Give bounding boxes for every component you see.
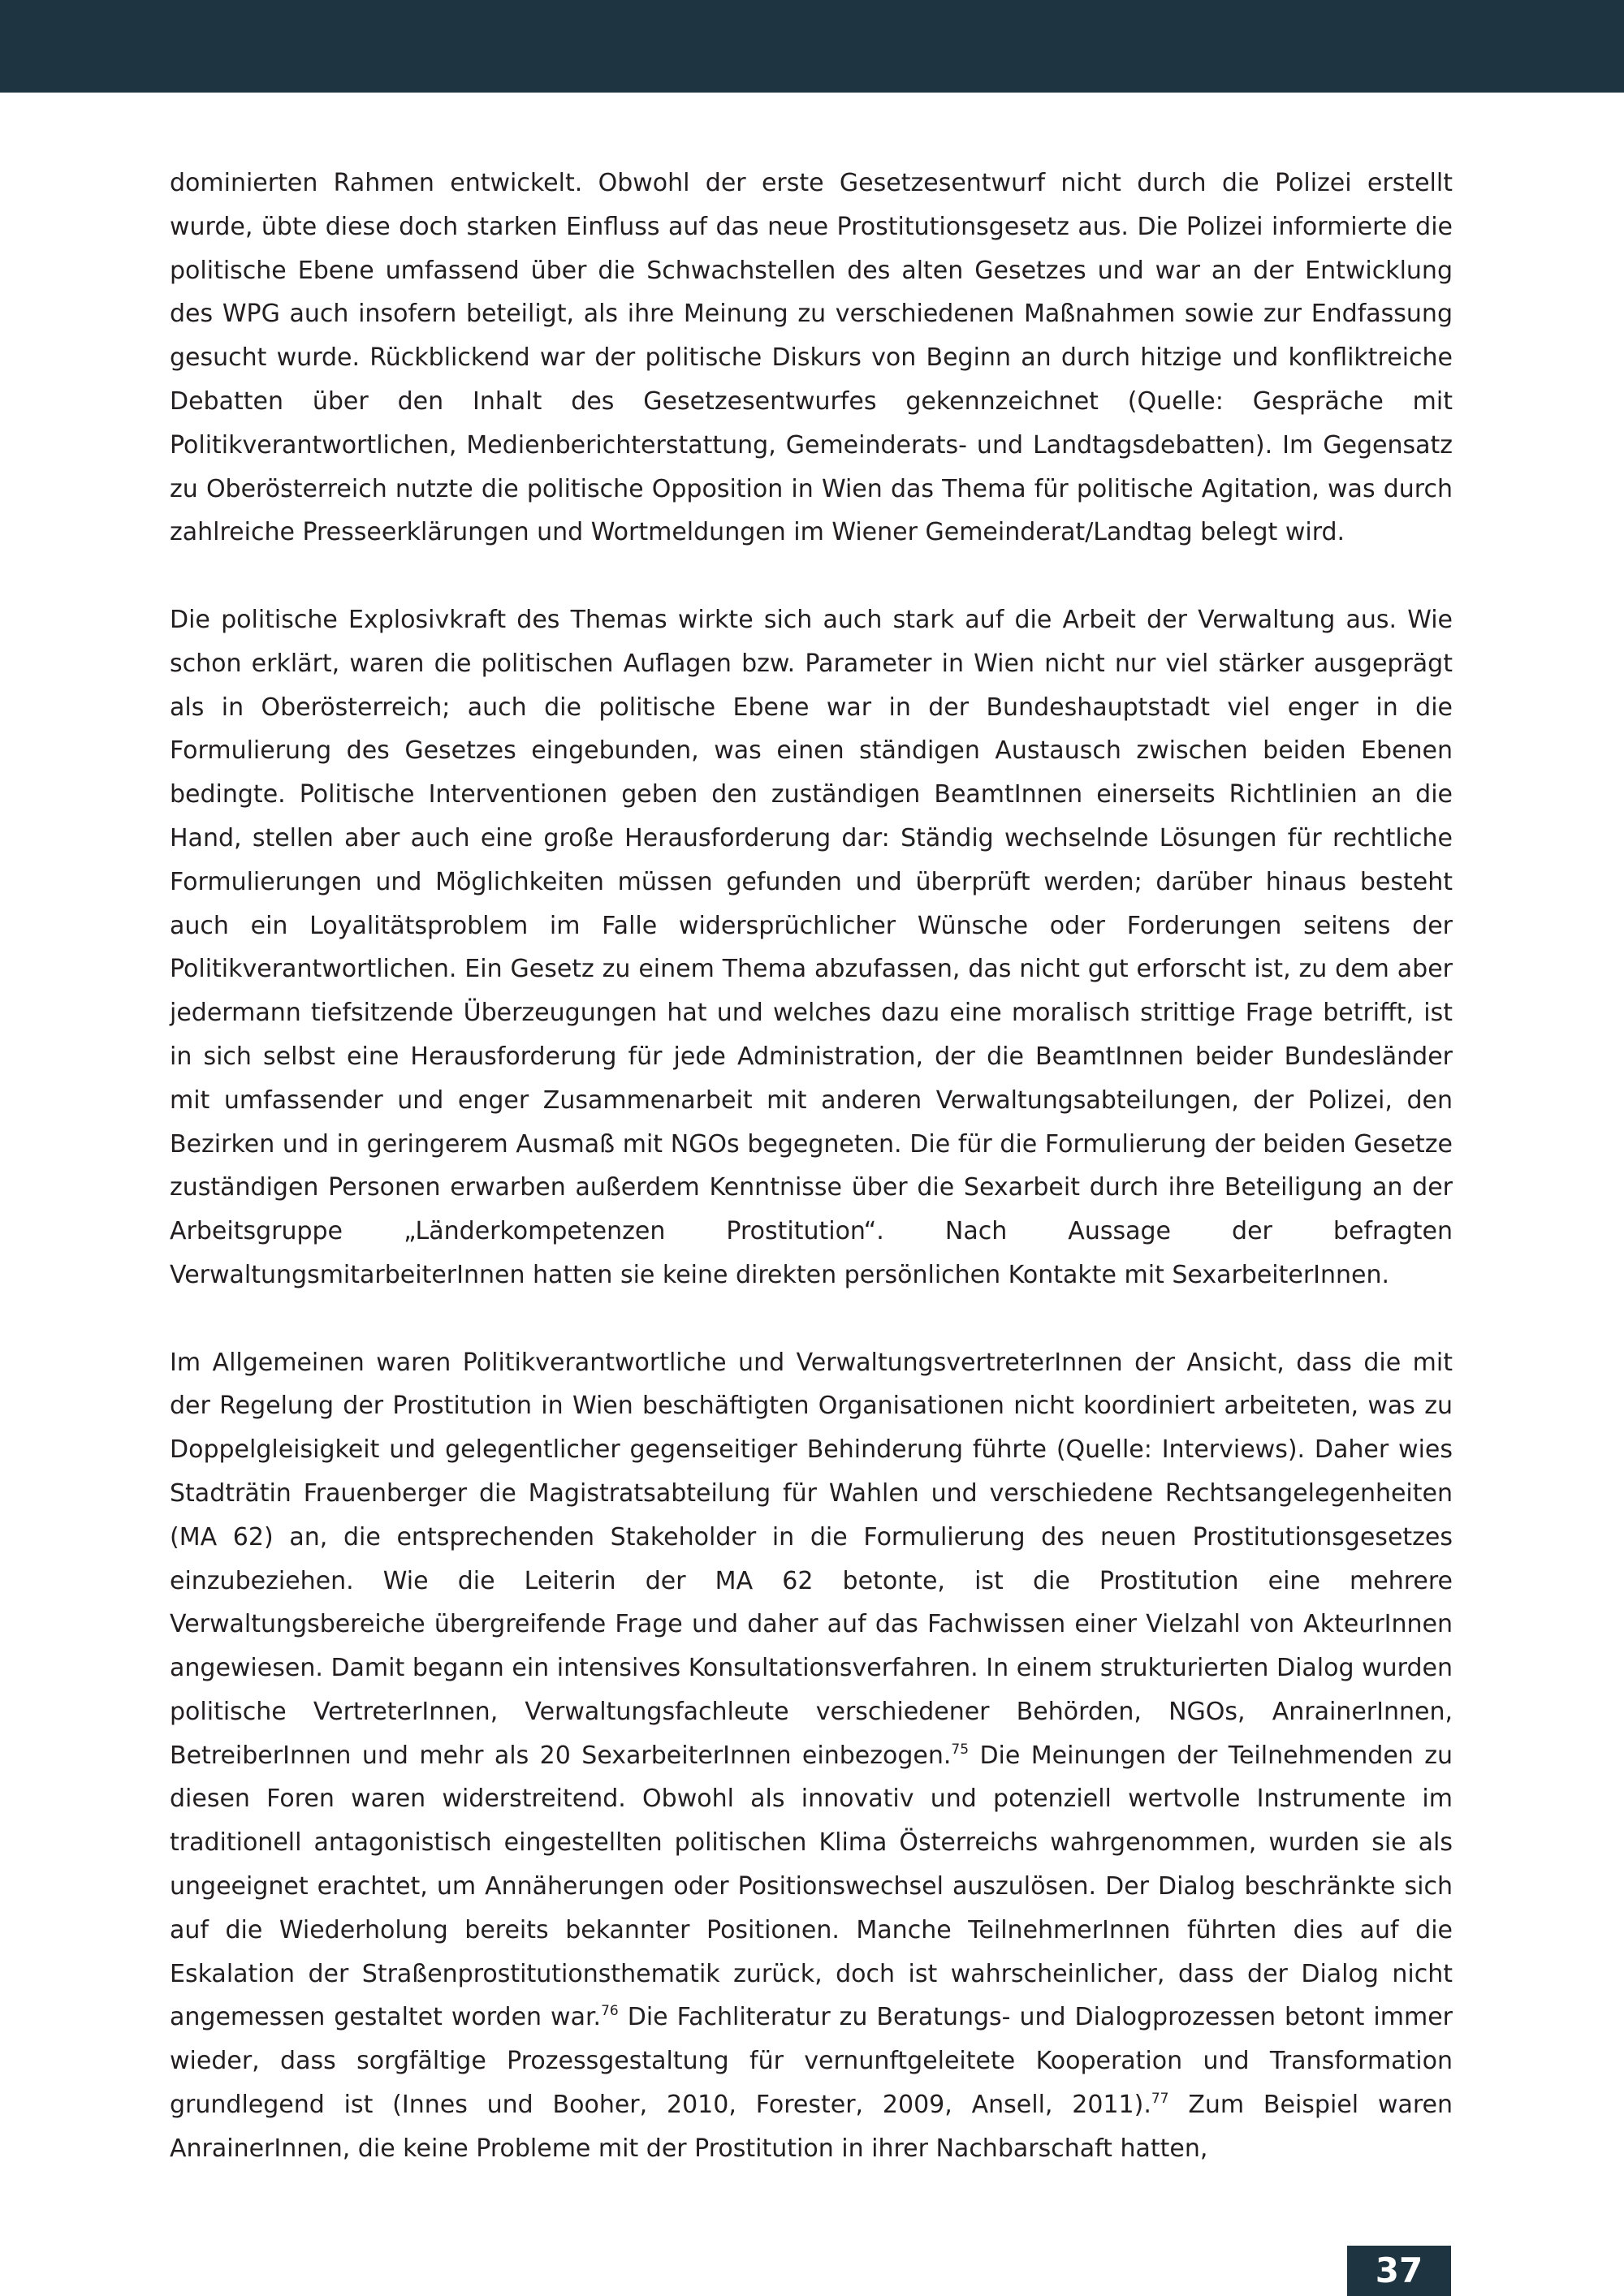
paragraph-2: Die politische Explosivkraft des Themas wirkte sich auch stark auf die Arbeit der Verwaltung aus. Wie schon erklärt, waren die politischen Auflagen bzw. Parameter in Wien nicht nur viel stärker ausgeprägt als in Oberösterreich; auch die politische Ebene war in der Bundeshauptstadt viel enger in die Formulierung des Gesetzes eingebunden, was einen ständigen Austausch zwischen beiden Ebenen bedingte. Politische Interventionen geben den zuständigen BeamtInnen einerseits Richtlinien an die Hand, stellen aber auch eine große Herausforderung dar: Ständig wechselnde Lösungen für rechtliche Formulierungen und Möglichkeiten müssen gefunden und überprüft werden; darüber hinaus besteht auch ein Loyalitätsproblem im Falle widersprüchlicher Wünsche oder Forderungen seitens der Politikverantwortlichen. Ein Gesetz zu einem Thema abzufassen, das nicht gut erforscht ist, zu dem aber jedermann tiefsitzende Überzeugungen hat und welches dazu eine moralisch strittige Frage betrifft, ist in sich selbst eine Herausforderung für jede Administration, der die BeamtInnen beider Bundesländer mit umfassender und enger Zusammenarbeit mit anderen Verwaltungsabteilungen, der Polizei, den Bezirken und in geringerem Ausmaß mit NGOs begegneten. Die für die Formulierung der beiden Gesetze zuständigen Personen erwarben außerdem Kenntnisse über die Sexarbeit durch ihre Beteiligung an der Arbeitsgruppe „Länderkompetenzen Prostitution“. Nach Aussage der befragten VerwaltungsmitarbeiterInnen hatten sie keine direkten persönlichen Kontakte mit SexarbeiterInnen.: [170, 605, 1453, 1289]
footnote-ref-77: 77: [1151, 2091, 1169, 2108]
body-text: [170, 162, 1453, 2171]
paragraph-3-text-3: Die Fachliteratur zu Beratungs- und Dialogprozessen betont immer wieder, dass sorgfältige Prozessgestaltung für vernunftgeleitete Kooperation und Transformation grundlegend ist (Innes und Booher, 2010, Forester, 2009, Ansell, 2011).: [170, 2003, 1453, 2120]
footnote-ref-76: 76: [601, 2003, 619, 2020]
paragraph-3-text-4: Zum Beispiel waren AnrainerInnen, die keine Probleme mit der Prostitution in ihrer Nachbarschaft hatten,: [170, 2091, 1453, 2163]
paragraph-1: dominierten Rahmen entwickelt. Obwohl der erste Gesetzesentwurf nicht durch die Polizei erstellt wurde, übte diese doch starken Einfluss auf das neue Prostitutionsgesetz aus. Die Polizei informierte die politische Ebene umfassend über die Schwachstellen des alten Gesetzes und war an der Entwicklung des WPG auch insofern beteiligt, als ihre Meinung zu verschiedenen Maßnahmen sowie zur Endfassung gesucht wurde. Rückblickend war der politische Diskurs von Beginn an durch hitzige und konfliktreiche Debatten über den Inhalt des Gesetzesentwurfes gekennzeichnet (Quelle: Gespräche mit Politikverantwortlichen, Medienberichterstattung, Gemeinderats- und Landtagsdebatten). Im Gegensatz zu Oberösterreich nutzte die politische Opposition in Wien das Thema für politische Agitation, was durch zahlreiche Presseerklärungen und Wortmeldungen im Wiener Gemeinderat/Landtag belegt wird.: [170, 169, 1453, 547]
paragraph-3-text-2: Die Meinungen der Teilnehmenden zu diesen Foren waren widerstreitend. Obwohl als innovativ und potenziell wertvolle Instrumente im traditionell antagonistisch eingestellten politischen Klima Österreichs wahrgenommen, wurden sie als ungeeignet erachtet, um Annäherungen oder Positionswechsel auszulösen. Der Dialog beschränkte sich auf die Wiederholung bereits bekannter Positionen. Manche TeilnehmerInnen führten dies auf die Eskalation der Straßenprostitutionsthematik zurück, doch ist wahrscheinlicher, dass der Dialog nicht angemessen gestaltet worden war.: [170, 1741, 1453, 2032]
footnote-ref-75: 75: [951, 1741, 970, 1758]
header-bar: [0, 0, 1624, 93]
paragraph-3: [170, 1341, 1453, 2171]
page-number: 37: [1347, 2246, 1451, 2296]
paragraph-3-text-1: Im Allgemeinen waren Politikverantwortliche und VerwaltungsvertreterInnen der Ansicht, dass die mit der Regelung der Prostitution in Wien beschäftigten Organisationen nicht koordiniert arbeiteten, was zu Doppelgleisigkeit und gelegentlicher gegenseitiger Behinderung führte (Quelle: Interviews). Daher wies Stadträtin Frauenberger die Magistratsabteilung für Wahlen und verschiedene Rechtsangelegenheiten (MA 62) an, die entsprechenden Stakeholder in die Formulierung des neuen Prostitutionsgesetzes einzubeziehen. Wie die Leiterin der MA 62 betonte, ist die Prostitution eine mehrere Verwaltungsbereiche übergreifende Frage und daher auf das Fachwissen einer Vielzahl von AkteurInnen angewiesen. Damit begann ein intensives Konsultationsverfahren. In einem strukturierten Dialog wurden politische VertreterInnen, Verwaltungsfachleute verschiedener Behörden, NGOs, AnrainerInnen, BetreiberInnen und mehr als 20 SexarbeiterInnen einbezogen.: [170, 1348, 1453, 1770]
